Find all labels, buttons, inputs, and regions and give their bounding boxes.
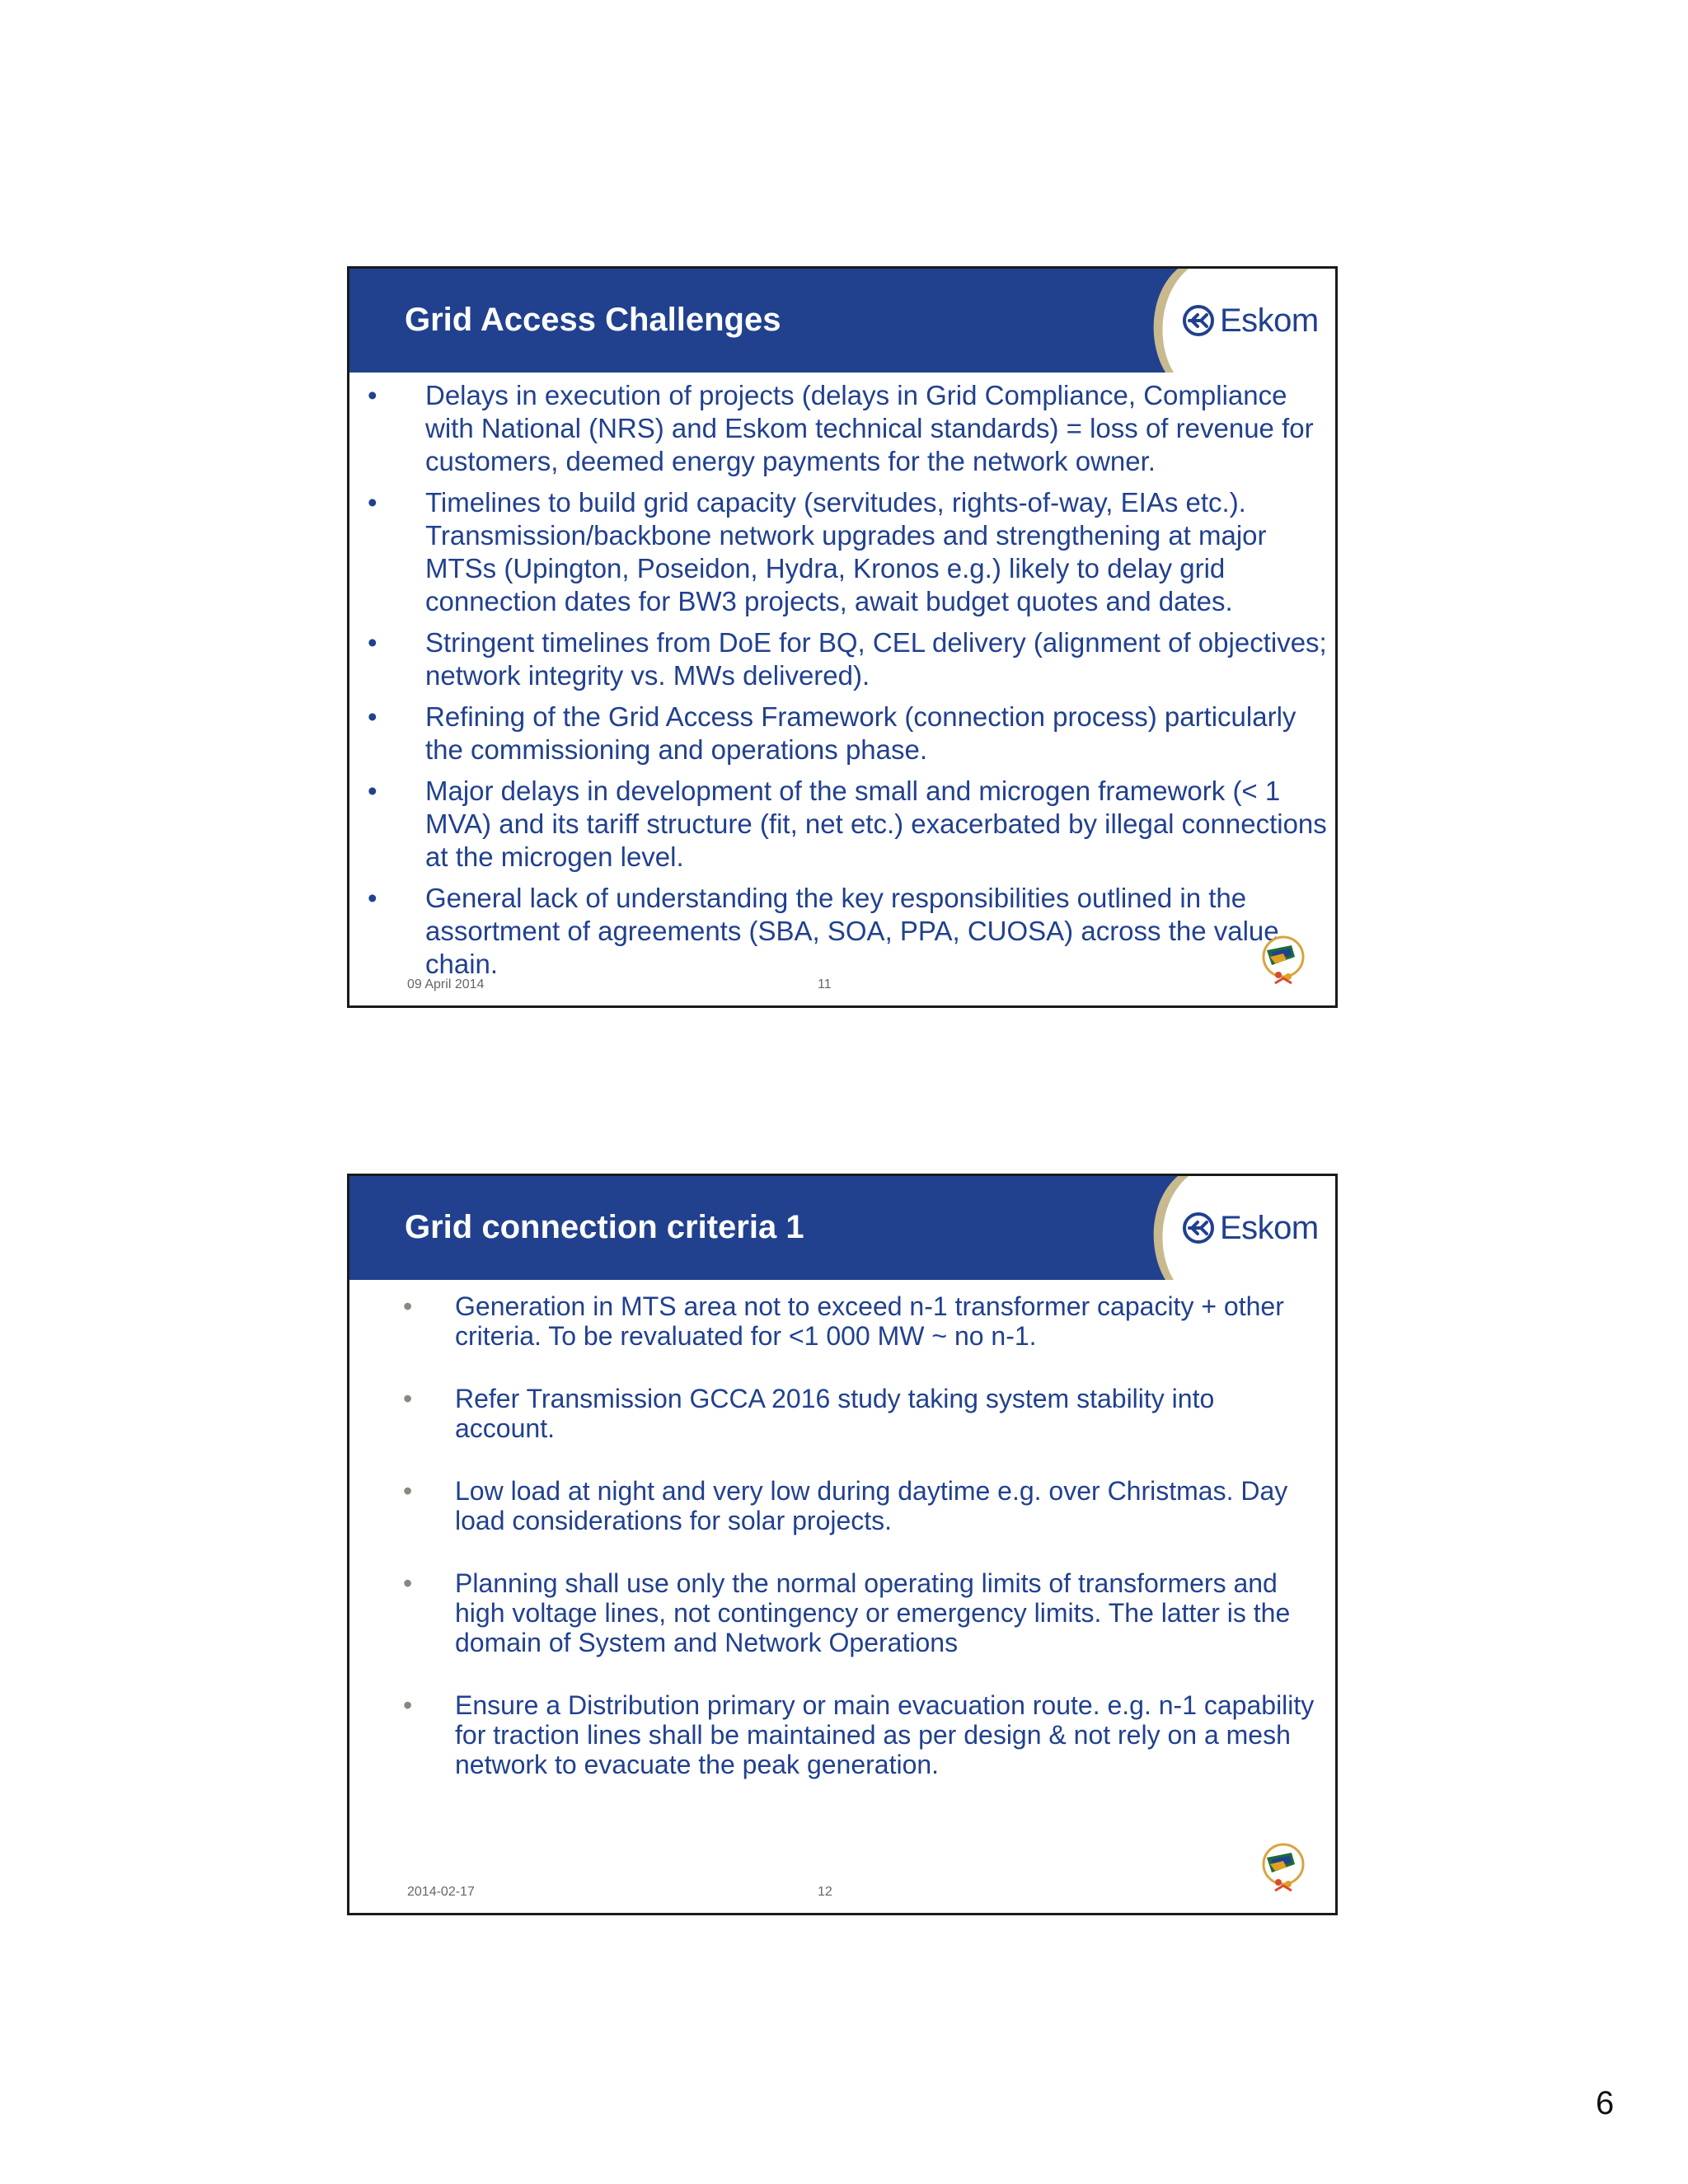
bullet-marker: •	[403, 1568, 413, 1598]
bullet-text: Low load at night and very low during daytime e.g. over Christmas. Day load considerations for solar projects.	[455, 1476, 1288, 1535]
bullet-marker: •	[403, 1476, 413, 1506]
bullet-text: Delays in execution of projects (delays in Grid Compliance, Compliance with National (NRS) and Eskom technical standards) = loss of revenue for customers, deemed energy payments for the network owner.	[425, 380, 1314, 476]
bullet-text: Stringent timelines from DoE for BQ, CEL delivery (alignment of objectives; network integrity vs. MWs delivered).	[425, 627, 1327, 691]
logo-wordmark: Eskom	[1220, 1210, 1319, 1246]
bullet-text: Refining of the Grid Access Framework (connection process) particularly the commissioning and operations phase.	[425, 701, 1296, 765]
slide-12	[347, 1174, 1338, 1915]
eskom-logo-icon	[1182, 304, 1215, 337]
bullet-marker: •	[368, 627, 377, 658]
bullet-item	[368, 701, 1332, 766]
slide-footer-date: 09 April 2014	[407, 977, 485, 991]
bullet-item	[368, 626, 1332, 692]
bullet-text: Planning shall use only the normal operating limits of transformers and high voltage lines, not contingency or emergency limits. The latter is the domain of System and Network Operations	[455, 1568, 1291, 1657]
eskom-logo	[1182, 1209, 1319, 1247]
bullet-text: Timelines to build grid capacity (servitudes, rights-of-way, EIAs etc.). Transmission/backbone network upgrades and strengthening at major MTSs (Upington, Poseidon, Hydra, Kronos e.g.) likely to delay grid connection dates for BW3 projects, await budget quotes and dates.	[425, 487, 1267, 616]
bullet-text: General lack of understanding the key responsibilities outlined in the assortment of agreements (SBA, SOA, PPA, CUOSA) across the value chain.	[425, 883, 1279, 979]
bullet-item	[403, 1690, 1318, 1779]
bullet-text: Ensure a Distribution primary or main evacuation route. e.g. n-1 capability for traction lines shall be maintained as per design & not rely on a mesh network to evacuate the peak generation.	[455, 1690, 1315, 1779]
bullet-item	[403, 1476, 1318, 1535]
bullet-marker: •	[368, 487, 377, 518]
bullet-item	[368, 882, 1332, 981]
bullet-marker: •	[368, 883, 377, 913]
bullet-item	[368, 486, 1332, 618]
eskom-logo	[1182, 302, 1319, 340]
slide-title: Grid Access Challenges	[405, 302, 781, 338]
bullet-marker: •	[403, 1291, 413, 1321]
bullet-item	[403, 1291, 1318, 1351]
slide-footer-number: 12	[818, 1885, 832, 1899]
slide-footer-date: 2014-02-17	[407, 1885, 475, 1899]
logo-wordmark: Eskom	[1220, 302, 1319, 339]
bullet-text: Refer Transmission GCCA 2016 study taking system stability into account.	[455, 1384, 1215, 1443]
bullet-marker: •	[368, 380, 377, 410]
bullet-marker: •	[368, 701, 377, 732]
page-number: 6	[1596, 2085, 1615, 2121]
bullet-item	[368, 379, 1332, 478]
slide-11	[347, 266, 1338, 1008]
bullet-list	[368, 379, 1332, 989]
bullet-marker: •	[403, 1384, 413, 1413]
bullet-marker: •	[368, 776, 377, 806]
eskom-logo-icon	[1182, 1212, 1215, 1244]
bullet-item	[368, 775, 1332, 874]
bullet-list	[403, 1291, 1318, 1812]
slide-footer-number: 11	[818, 977, 832, 991]
bullet-text: Major delays in development of the small and microgen framework (< 1 MVA) and its tariff structure (fit, net etc.) exacerbated by illegal connections at the microgen level.	[425, 776, 1327, 872]
anniversary-badge-icon	[1259, 932, 1308, 988]
slide-title: Grid connection criteria 1	[405, 1209, 804, 1245]
bullet-text: Generation in MTS area not to exceed n-1 transformer capacity + other criteria. To be revaluated for <1 000 MW ~ no n-1.	[455, 1291, 1284, 1351]
bullet-marker: •	[403, 1690, 413, 1720]
anniversary-badge-icon	[1259, 1840, 1308, 1896]
bullet-item	[403, 1384, 1318, 1443]
bullet-item	[403, 1568, 1318, 1657]
